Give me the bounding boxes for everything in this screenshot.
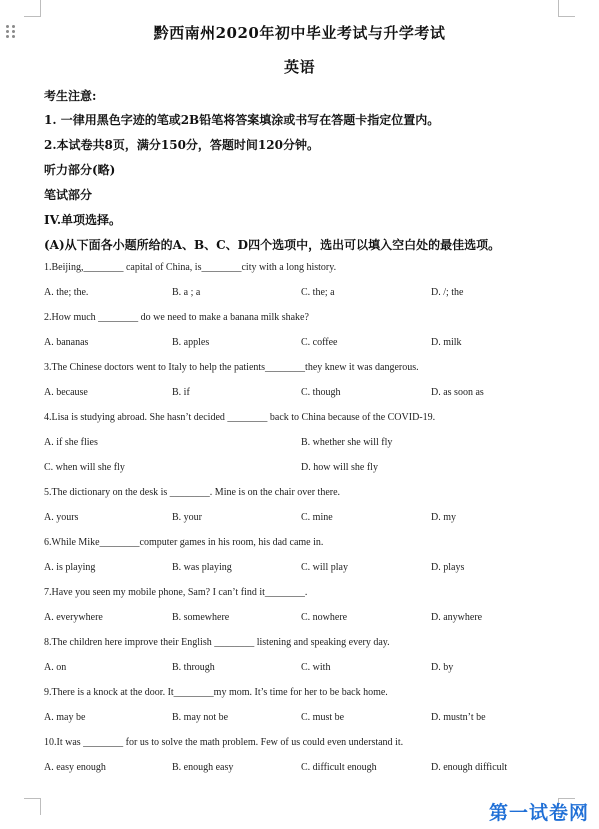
section-written: 笔试部分 xyxy=(44,188,93,202)
option-b: B. through xyxy=(172,662,215,673)
option-c: C. must be xyxy=(301,712,345,723)
option-d: D. how will she fly xyxy=(301,462,378,473)
option-c: C. coffee xyxy=(301,337,338,348)
option-d: D. my xyxy=(431,512,456,523)
question-stem: 1.Beijing,________ capital of China, is________city with a long history. xyxy=(44,262,337,273)
option-d: D. by xyxy=(431,662,454,673)
option-b: B. enough easy xyxy=(172,762,234,773)
question-stem: 8.The children here improve their English ________ listening and speaking every day. xyxy=(44,637,390,648)
question-stem: 3.The Chinese doctors went to Italy to help the patients________they knew it was dangerous. xyxy=(44,362,419,373)
question-stem: 10.It was ________ for us to solve the math problem. Few of us could even understand it. xyxy=(44,737,404,748)
option-a: A. easy enough xyxy=(44,762,106,773)
option-b: B. somewhere xyxy=(172,612,230,623)
option-d: D. milk xyxy=(431,337,462,348)
site-watermark: 第一试卷网 xyxy=(488,802,589,824)
option-a: A. is playing xyxy=(44,562,96,573)
option-b: B. was playing xyxy=(172,562,232,573)
option-b: B. may not be xyxy=(172,712,229,723)
option-b: B. a ; a xyxy=(172,287,201,298)
option-c: C. difficult enough xyxy=(301,762,377,773)
option-c: C. though xyxy=(301,387,341,398)
option-b: B. apples xyxy=(172,337,210,348)
option-d: D. enough difficult xyxy=(431,762,508,773)
question-stem: 7.Have you seen my mobile phone, Sam? I can’t find it________. xyxy=(44,587,308,598)
option-a: A. bananas xyxy=(44,337,89,348)
exam-subject: 英语 xyxy=(283,58,315,76)
option-b: B. your xyxy=(172,512,202,523)
section-part-a: (A)从下面各小题所给的A、B、C、D四个选项中，选出可以填入空白处的最佳选项。 xyxy=(44,238,501,252)
question-stem: 9.There is a knock at the door. It________my mom. It’s time for her to be back home. xyxy=(44,687,388,698)
instruction-item: 2.本试卷共8页，满分150分，答题时间120分钟。 xyxy=(44,138,319,152)
option-a: A. because xyxy=(44,387,88,398)
question-stem: 5.The dictionary on the desk is ________. Mine is on the chair over there. xyxy=(44,487,341,498)
option-c: C. when will she fly xyxy=(44,462,125,473)
option-c: C. with xyxy=(301,662,331,673)
instruction-item: 1. 一律用黑色字迹的笔或2B铅笔将答案填涂或书写在答题卡指定位置内。 xyxy=(44,113,440,127)
section-listening: 听力部分(略) xyxy=(44,163,116,177)
option-d: D. plays xyxy=(431,562,465,573)
option-b: B. whether she will fly xyxy=(301,437,393,448)
question-stem: 4.Lisa is studying abroad. She hasn’t decided ________ back to China because of the COVID-19. xyxy=(44,412,436,423)
option-a: A. may be xyxy=(44,712,86,723)
option-d: D. anywhere xyxy=(431,612,483,623)
option-c: C. will play xyxy=(301,562,348,573)
option-a: A. if she flies xyxy=(44,437,98,448)
crop-mark-bottom-left xyxy=(24,798,41,815)
option-c: C. mine xyxy=(301,512,333,523)
question-stem: 2.How much ________ do we need to make a banana milk shake? xyxy=(44,312,309,323)
option-a: A. the; the. xyxy=(44,287,89,298)
option-c: C. the; a xyxy=(301,287,335,298)
section-part-iv: IV.单项选择。 xyxy=(44,213,122,227)
option-d: D. mustn’t be xyxy=(431,712,486,723)
option-a: A. everywhere xyxy=(44,612,103,623)
option-c: C. nowhere xyxy=(301,612,348,623)
option-a: A. yours xyxy=(44,512,79,523)
instructions-heading: 考生注意: xyxy=(44,89,97,103)
option-d: D. /; the xyxy=(431,287,464,298)
option-b: B. if xyxy=(172,387,190,398)
option-d: D. as soon as xyxy=(431,387,484,398)
crop-mark-top-right xyxy=(558,0,575,17)
crop-mark-top-left xyxy=(24,0,41,17)
question-stem: 6.While Mike________computer games in his room, his dad came in. xyxy=(44,537,324,548)
exam-title: 黔西南州2020年初中毕业考试与升学考试 xyxy=(153,24,446,42)
option-a: A. on xyxy=(44,662,67,673)
